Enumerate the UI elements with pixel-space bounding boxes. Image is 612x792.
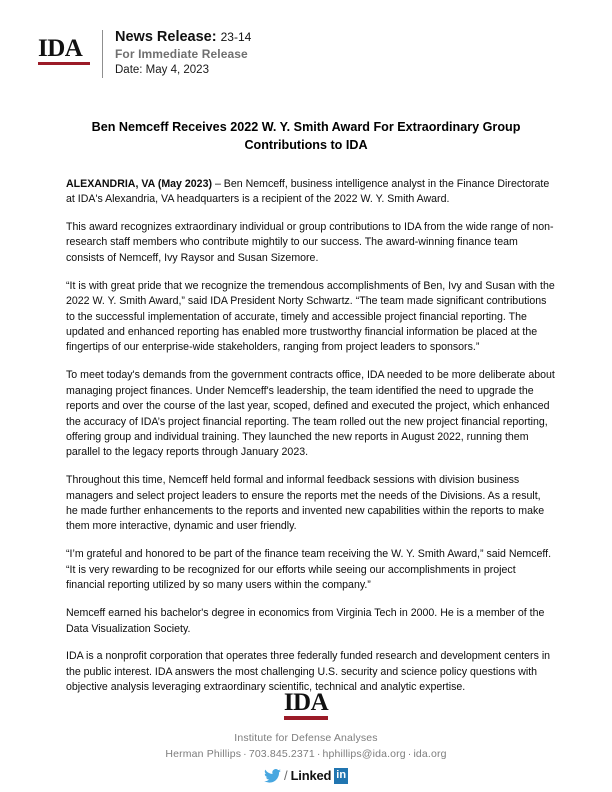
dateline: ALEXANDRIA, VA (May 2023) (66, 177, 212, 190)
immediate-release-label: For Immediate Release (115, 46, 248, 61)
footer-logo-text: IDA (283, 689, 329, 716)
linkedin-in-icon[interactable]: in (334, 768, 348, 785)
release-number: 23-14 (220, 30, 252, 44)
footer-ida-logo (284, 690, 328, 720)
footer-organization-name: Institute for Defense Analyses (234, 731, 378, 744)
footer-social-links (0, 768, 612, 785)
news-release-line (115, 29, 251, 46)
footer-separator-2: · (316, 747, 321, 760)
footer-separator-3: · (407, 747, 412, 760)
header-ida-logo (38, 28, 90, 65)
header-logo-accent-rule (38, 62, 90, 65)
news-release-colon: : (211, 29, 217, 45)
footer-logo-accent-rule (284, 716, 328, 720)
footer-contact-email[interactable]: hphillips@ida.org (322, 747, 406, 760)
paragraph-feedback-sessions: Throughout this time, Nemceff held formal and informal feedback sessions with division business managers and select project leaders to ensure the reports met the needs of the Divisions. As a result, he made further enhancements to the reports and invented new capabilities within the reports to make them more interactive, dynamic and user friendly. (66, 474, 545, 533)
social-separator-slash: / (283, 768, 288, 784)
footer (0, 690, 612, 784)
masthead-text-block (115, 28, 251, 78)
paragraph-project-background: To meet today's demands from the government contracts office, IDA needed to be more deliberate about managing project finances. Under Nemceff's leadership, the team identified the need to upgrade the reports and over the course of the last year, scoped, defined and executed the project, which enhanced the accuracy of IDA’s project financial reporting. The team rolled out the new project financial reporting, offering group and individual training. They launched the new reports in August 2022, running them parallel to the legacy reports through January 2023. (66, 369, 555, 459)
footer-contact-website[interactable]: ida.org (413, 747, 447, 760)
paragraph-award-description: This award recognizes extraordinary individual or group contributions to IDA from the wide range of non-research staff members who contribute mightily to our success. The award-winning finance team consists of Nemceff, Ivy Raysor and Susan Sizemore. (66, 221, 554, 264)
twitter-bird-icon[interactable] (264, 769, 281, 783)
masthead (0, 0, 612, 80)
news-release-label: News Release (115, 29, 212, 45)
footer-contact-phone[interactable]: 703.845.2371 (248, 747, 315, 760)
masthead-divider (102, 30, 103, 78)
paragraph-biography: Nemceff earned his bachelor's degree in economics from Virginia Tech in 2000. He is a member of the Data Visualization Society. (66, 607, 545, 635)
paragraph-nemceff-quote: “I’m grateful and honored to be part of the finance team receiving the W. Y. Smith Award,” said Nemceff. “It is very rewarding to be recognized for our efforts while seeing our accomplishments in project financial reporting utilized by so many users within the company.” (66, 548, 552, 592)
article-body (66, 177, 555, 696)
footer-contact-line (0, 748, 612, 760)
linkedin-wordmark[interactable]: Linked (290, 768, 332, 784)
paragraph-about-ida: IDA is a nonprofit corporation that operates three federally funded research and development centers in the public interest. IDA answers the most challenging U.S. security and science policy questions with objective analysis leveraging extraordinary scientific, technical and analytic expertise. (66, 650, 551, 694)
paragraph-lead-rest: – Ben Nemceff, business intelligence analyst in the Finance Directorate at IDA's Alexandria, VA headquarters is a recipient of the 2022 W. Y. Smith Award. (66, 177, 550, 206)
paragraph-president-quote: “It is with great pride that we recognize the tremendous accomplishments of Ben, Ivy and Susan with the 2022 W. Y. Smith Award,” said IDA President Norty Schwartz. “The team made significant contributions to the successful implementation of accurate, timely and accessible project financial reporting. The updated and enhanced reporting has enabled more trustworthy financial information be placed at the fingertips of our enterprise-wide stakeholders, ranging from project leaders to sponsors.” (66, 279, 555, 354)
footer-contact-name: Herman Phillips (165, 747, 242, 760)
page-title: Ben Nemceff Receives 2022 W. Y. Smith Award For Extraordinary Group Contributions to IDA (91, 120, 521, 152)
release-date: Date: May 4, 2023 (115, 64, 209, 77)
footer-separator-1: · (243, 747, 247, 760)
header-logo-text: IDA (38, 35, 83, 62)
paragraph-lead (66, 177, 555, 208)
